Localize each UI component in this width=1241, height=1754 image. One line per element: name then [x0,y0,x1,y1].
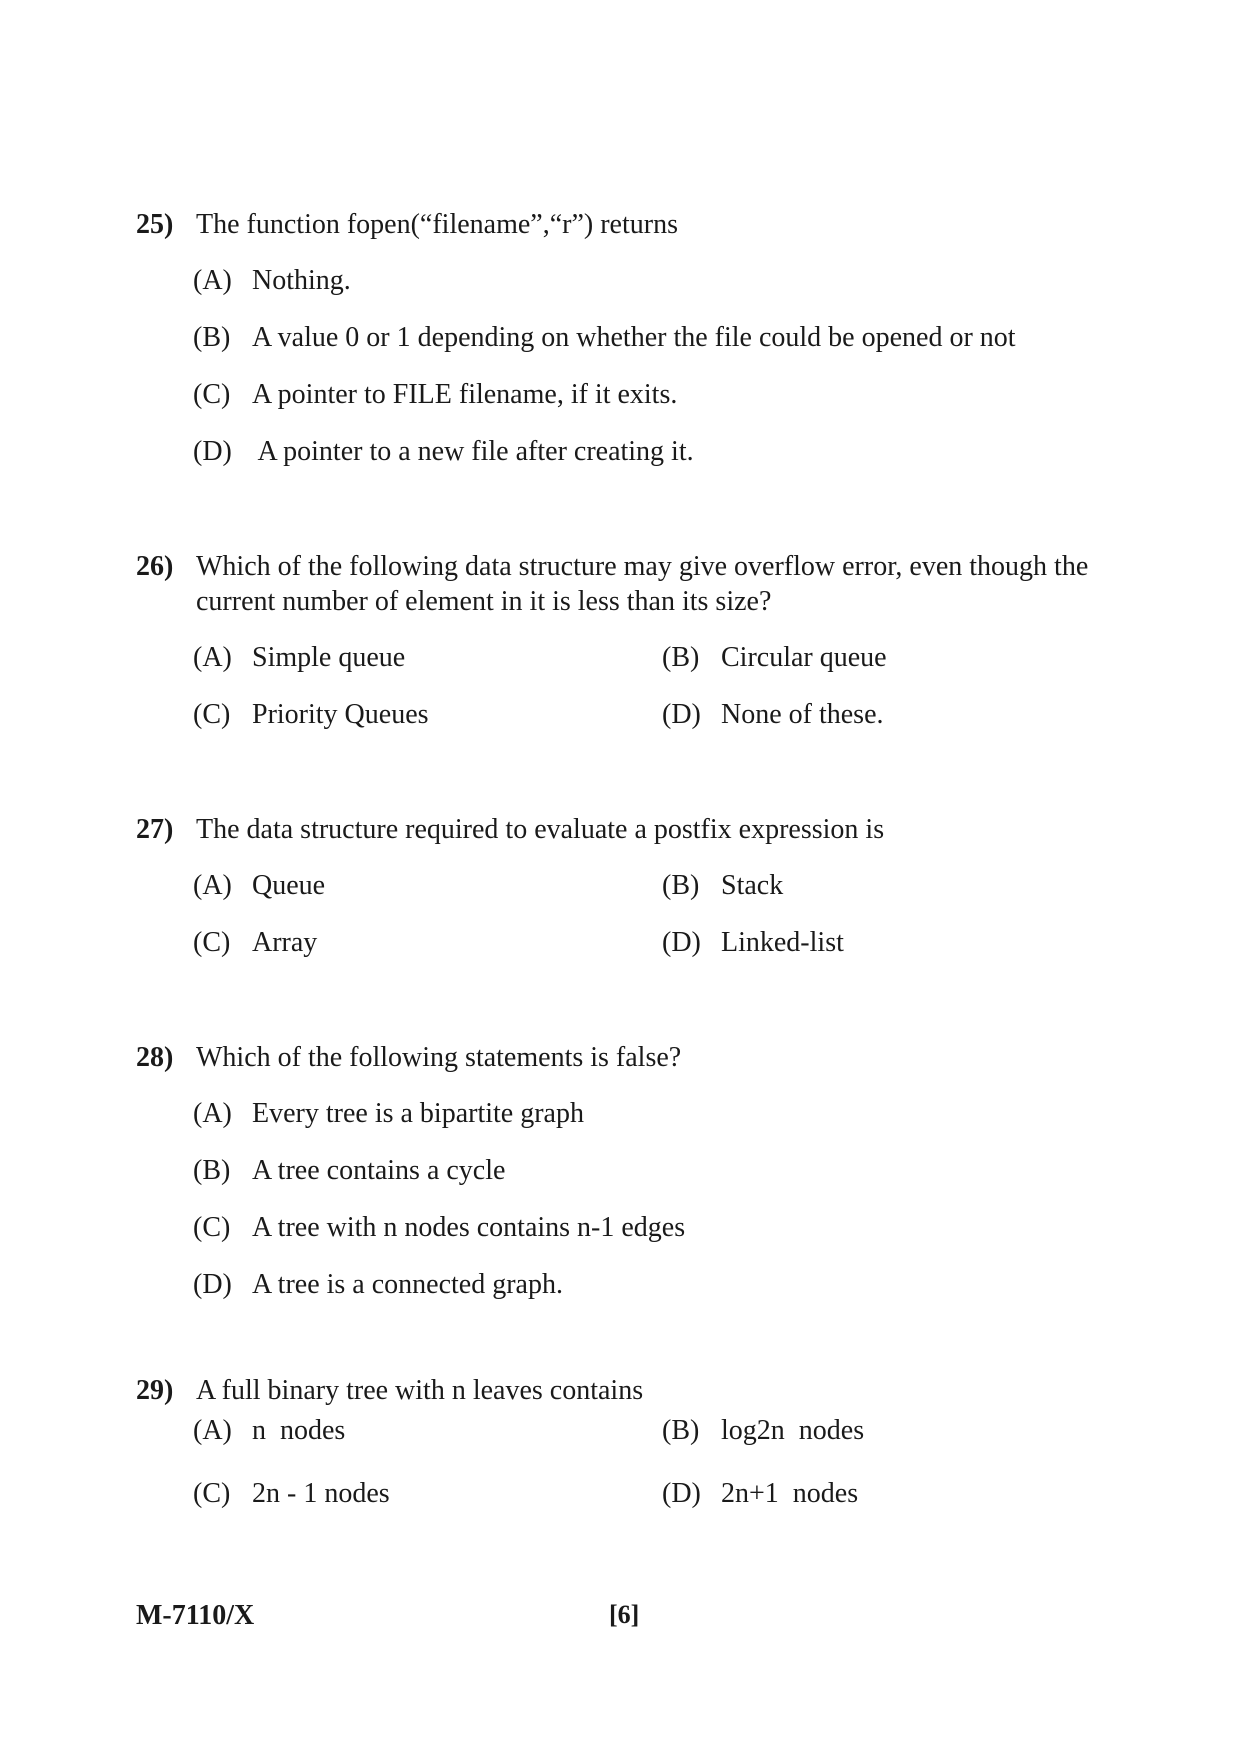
option-label: (D) [193,436,232,467]
option-label: (B) [662,1415,700,1446]
option-label: (B) [662,870,700,901]
option-label: (C) [193,927,231,958]
option-label: (D) [193,1269,232,1300]
option-text: Nothing. [252,265,351,296]
question-number: 29) [136,1375,174,1406]
q29-option-a [193,1414,345,1448]
option-text: Stack [721,870,784,901]
question-text: A full binary tree with n leaves contains [196,1375,644,1406]
question-27-stem [136,812,1126,847]
q29-option-c [193,1477,390,1511]
question-26 [136,549,1126,619]
option-label: (C) [193,1212,231,1243]
q26-option-b [662,641,887,675]
q27-option-c [193,926,317,960]
option-label: (C) [193,699,231,730]
question-number: 25) [136,209,174,240]
option-text: n nodes [252,1415,346,1446]
q25-option-c [193,378,677,412]
option-label: (D) [662,1478,701,1509]
question-29-stem [136,1373,1126,1408]
option-label: (D) [662,927,701,958]
question-26-stem [136,549,1126,619]
page-number: [6] [609,1600,640,1629]
option-label: (B) [662,642,700,673]
option-text: Priority Queues [252,699,429,730]
paper-code: M-7110/X [136,1600,255,1631]
q26-option-c [193,698,429,732]
option-label: (D) [662,699,701,730]
question-28 [136,1040,1126,1075]
question-25-stem [136,207,1126,242]
option-text: 2n+1 nodes [721,1478,859,1509]
option-label: (C) [193,379,231,410]
option-text: None of these. [721,699,884,730]
option-text: Simple queue [252,642,406,673]
option-text: A pointer to a new file after creating it. [252,436,694,467]
option-text: 2n - 1 nodes [252,1478,390,1509]
question-text: Which of the following data structure may give overflow error, even though the current number of element in it is less than its size? [196,551,1089,617]
question-number: 26) [136,551,174,582]
q29-option-d [662,1477,858,1511]
option-label: (A) [193,870,232,901]
option-label: (A) [193,265,232,296]
question-number: 27) [136,814,174,845]
option-text: A tree with n nodes contains n-1 edges [252,1212,686,1243]
option-label: (B) [193,322,231,353]
question-28-stem [136,1040,1126,1075]
q26-option-d [662,698,884,732]
option-text: Every tree is a bipartite graph [252,1098,584,1129]
q28-option-a [193,1097,584,1131]
option-label: (C) [193,1478,231,1509]
q27-option-b [662,869,783,903]
q26-option-a [193,641,405,675]
q25-option-b [193,321,1016,355]
question-25 [136,207,1126,242]
option-label: (B) [193,1155,231,1186]
option-text: A tree contains a cycle [252,1155,506,1186]
option-label: (A) [193,1098,232,1129]
question-text: The function fopen(“filename”,“r”) returns [196,209,678,240]
q28-option-b [193,1154,505,1188]
q27-option-a [193,869,325,903]
q25-option-a [193,264,351,298]
option-label: (A) [193,642,232,673]
q25-option-d [193,435,694,469]
q29-option-b [662,1414,864,1448]
q28-option-c [193,1211,685,1245]
q28-option-d [193,1268,563,1302]
question-27 [136,812,1126,847]
question-number: 28) [136,1042,174,1073]
option-text: Linked-list [721,927,844,958]
question-text: The data structure required to evaluate a postfix expression is [196,814,885,845]
option-label: (A) [193,1415,232,1446]
option-text: A tree is a connected graph. [252,1269,563,1300]
option-text: log2n nodes [721,1415,865,1446]
option-text: A pointer to FILE filename, if it exits. [252,379,678,410]
option-text: A value 0 or 1 depending on whether the file could be opened or not [252,322,1016,353]
question-29 [136,1373,1126,1408]
question-text: Which of the following statements is false? [196,1042,682,1073]
option-text: Circular queue [721,642,887,673]
option-text: Array [252,927,318,958]
option-text: Queue [252,870,326,901]
q27-option-d [662,926,844,960]
